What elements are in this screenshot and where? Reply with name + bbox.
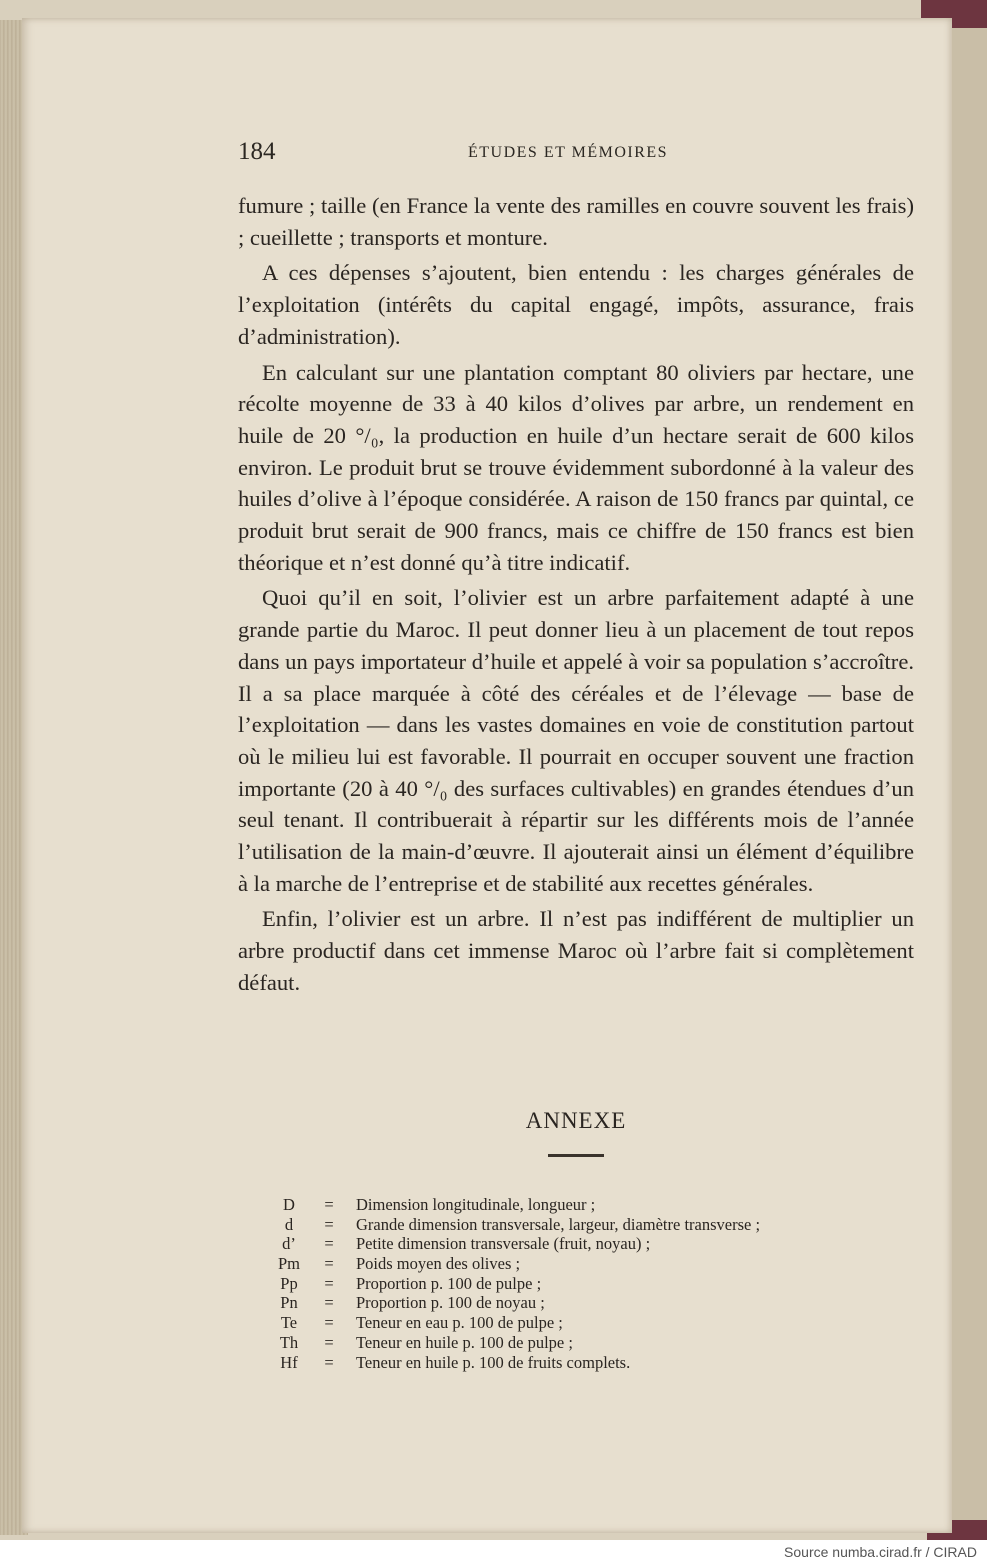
body-text (238, 190, 914, 1003)
legend-equals: = (324, 1254, 334, 1274)
legend-equals: = (324, 1352, 334, 1372)
legend-equals: = (324, 1332, 334, 1352)
paragraph: A ces dépenses s’ajoutent, bien entendu : les charges générales de l’exploitation (intérêts du capital engagé, impôts, assurance, frais d’administration). (238, 260, 914, 349)
legend-definition: Teneur en huile p. 100 de pulpe ; (356, 1332, 573, 1352)
legend-row (266, 1293, 926, 1313)
legend-code: Hf (280, 1352, 298, 1372)
source-credit: Source numba.cirad.fr / CIRAD (784, 1544, 977, 1560)
legend-code: d (284, 1214, 294, 1234)
legend-code: Te (280, 1313, 298, 1333)
legend-code: Th (279, 1332, 299, 1352)
legend-code: D (283, 1195, 295, 1214)
page-header (238, 138, 914, 170)
legend-equals: = (324, 1293, 334, 1313)
legend-definition: Dimension longitudinale, longueur ; (356, 1195, 596, 1214)
legend-equals: = (324, 1214, 334, 1234)
legend-definition: Proportion p. 100 de noyau ; (356, 1293, 545, 1313)
legend-row (266, 1353, 926, 1373)
page-number: 184 (238, 138, 276, 165)
paragraph: Enfin, l’olivier est un arbre. Il n’est pas indifférent de multiplier un arbre productif dans cet immense Maroc où l’arbre fait si complètement défaut. (238, 906, 914, 995)
legend-equals: = (324, 1273, 334, 1293)
legend-row (266, 1234, 926, 1254)
legend-equals: = (324, 1195, 334, 1214)
annex-divider (548, 1154, 604, 1157)
paragraph: Quoi qu’il en soit, l’olivier est un arbre parfaitement adapté à une grande partie du Maroc. Il peut donner lieu à un placement de tout repos dans un pays importateur d’huile et appelé à voir sa population s’accroître. Il a sa place marquée à côté des céréales et de l’élevage — base de l’exploitation — dans les vastes domaines en voie de constitution partout où le milieu lui est favorable. Il pourrait en occuper souvent une fraction importante (20 à 40 °/₀ des surfaces cultivables) en grandes étendues d’un seul tenant. Il contribuerait à répartir sur les différents mois de l’année l’utilisation de la main-d’œuvre. Il ajouterait ainsi un élément d’équilibre à la marche de l’entreprise et de stabilité aux recettes générales. (238, 585, 914, 896)
legend-code: Pn (280, 1293, 298, 1313)
legend-definition: Petite dimension transversale (fruit, noyau) ; (356, 1234, 651, 1254)
running-head: ÉTUDES ET MÉMOIRES (468, 144, 669, 161)
annex-title: ANNEXE (525, 1108, 627, 1133)
legend-row (266, 1313, 926, 1333)
legend-row (266, 1254, 926, 1274)
legend-definition: Grande dimension transversale, largeur, diamètre transverse ; (356, 1214, 761, 1234)
legend-row (266, 1215, 926, 1235)
legend-row (266, 1333, 926, 1353)
legend-code: d’ (282, 1234, 296, 1254)
legend-code: Pp (280, 1273, 298, 1293)
legend-equals: = (324, 1234, 334, 1254)
legend-definition: Proportion p. 100 de pulpe ; (356, 1273, 542, 1293)
legend-row (266, 1195, 926, 1215)
legend-row (266, 1274, 926, 1294)
annex-legend (266, 1195, 926, 1372)
paragraph: fumure ; taille (en France la vente des ramilles en couvre souvent les frais) ; cueillette ; transports et monture. (238, 193, 914, 250)
legend-equals: = (324, 1313, 334, 1333)
paragraph: En calculant sur une plantation comptant 80 oliviers par hectare, une récolte moyenne de 33 à 40 kilos d’olives par arbre, un rendement en huile de 20 °/₀, la production en huile d’un hectare serait de 600 kilos environ. Le produit brut se trouve évidemment subordonné à la valeur des huiles d’olive à l’époque considérée. A raison de 150 francs par quintal, ce produit brut serait de 900 francs, mais ce chiffre de 150 francs est bien théorique et n’est donné qu’à titre indicatif. (238, 359, 914, 575)
legend-definition: Teneur en eau p. 100 de pulpe ; (356, 1313, 563, 1333)
legend-definition: Teneur en huile p. 100 de fruits complets. (356, 1352, 631, 1372)
legend-definition: Poids moyen des olives ; (356, 1254, 521, 1274)
legend-code: Pm (277, 1254, 300, 1274)
